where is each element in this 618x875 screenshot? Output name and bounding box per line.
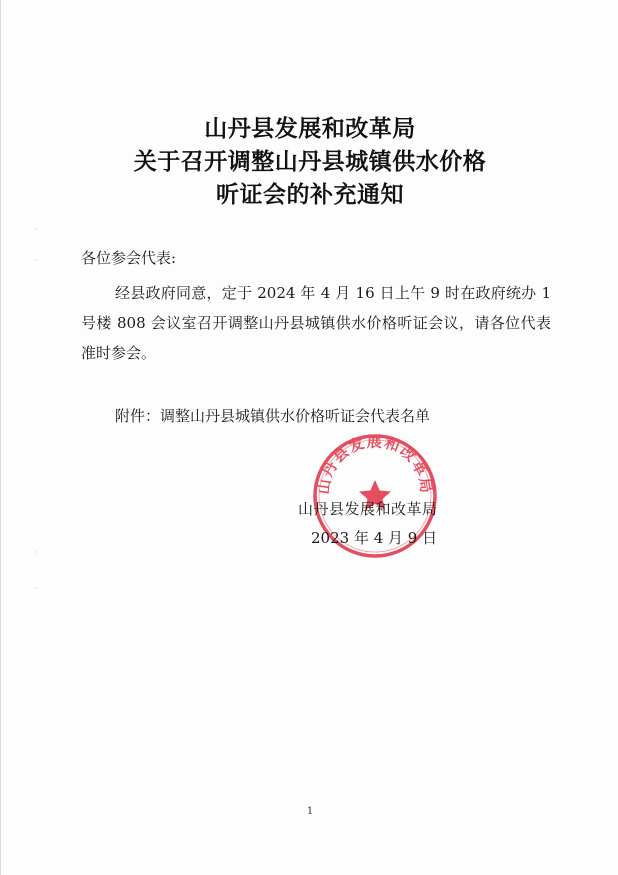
seal-text: 山丹县发展和改革局 [314,432,436,496]
document-title-line-2: 关于召开调整山丹县城镇供水价格 [133,148,487,175]
scan-speck: ˋ [35,228,39,237]
scan-speck: · [35,584,38,593]
signature-date: 2023 年 4 月 9 日 [311,529,438,547]
document-title-line-1: 山丹县发展和改革局 [204,115,416,142]
attachment-line: 附件：调整山丹县城镇供水价格听证会代表名单 [115,407,431,425]
salutation: 各位参会代表: [81,249,177,267]
notice-body-paragraph: 经县政府同意，定于 2024 年 4 月 16 日上午 9 时在政府统办 1 号楼 808 会议室召开调整山丹县城镇供水价格听证会议，请各位代表准时参会。 [81,284,551,362]
signature-organization: 山丹县发展和改革局 [298,500,438,518]
scan-speck: · [35,256,38,265]
scan-speck: · [35,548,38,557]
page-number: 1 [306,806,314,817]
document-title-line-3: 听证会的补充通知 [216,181,404,208]
